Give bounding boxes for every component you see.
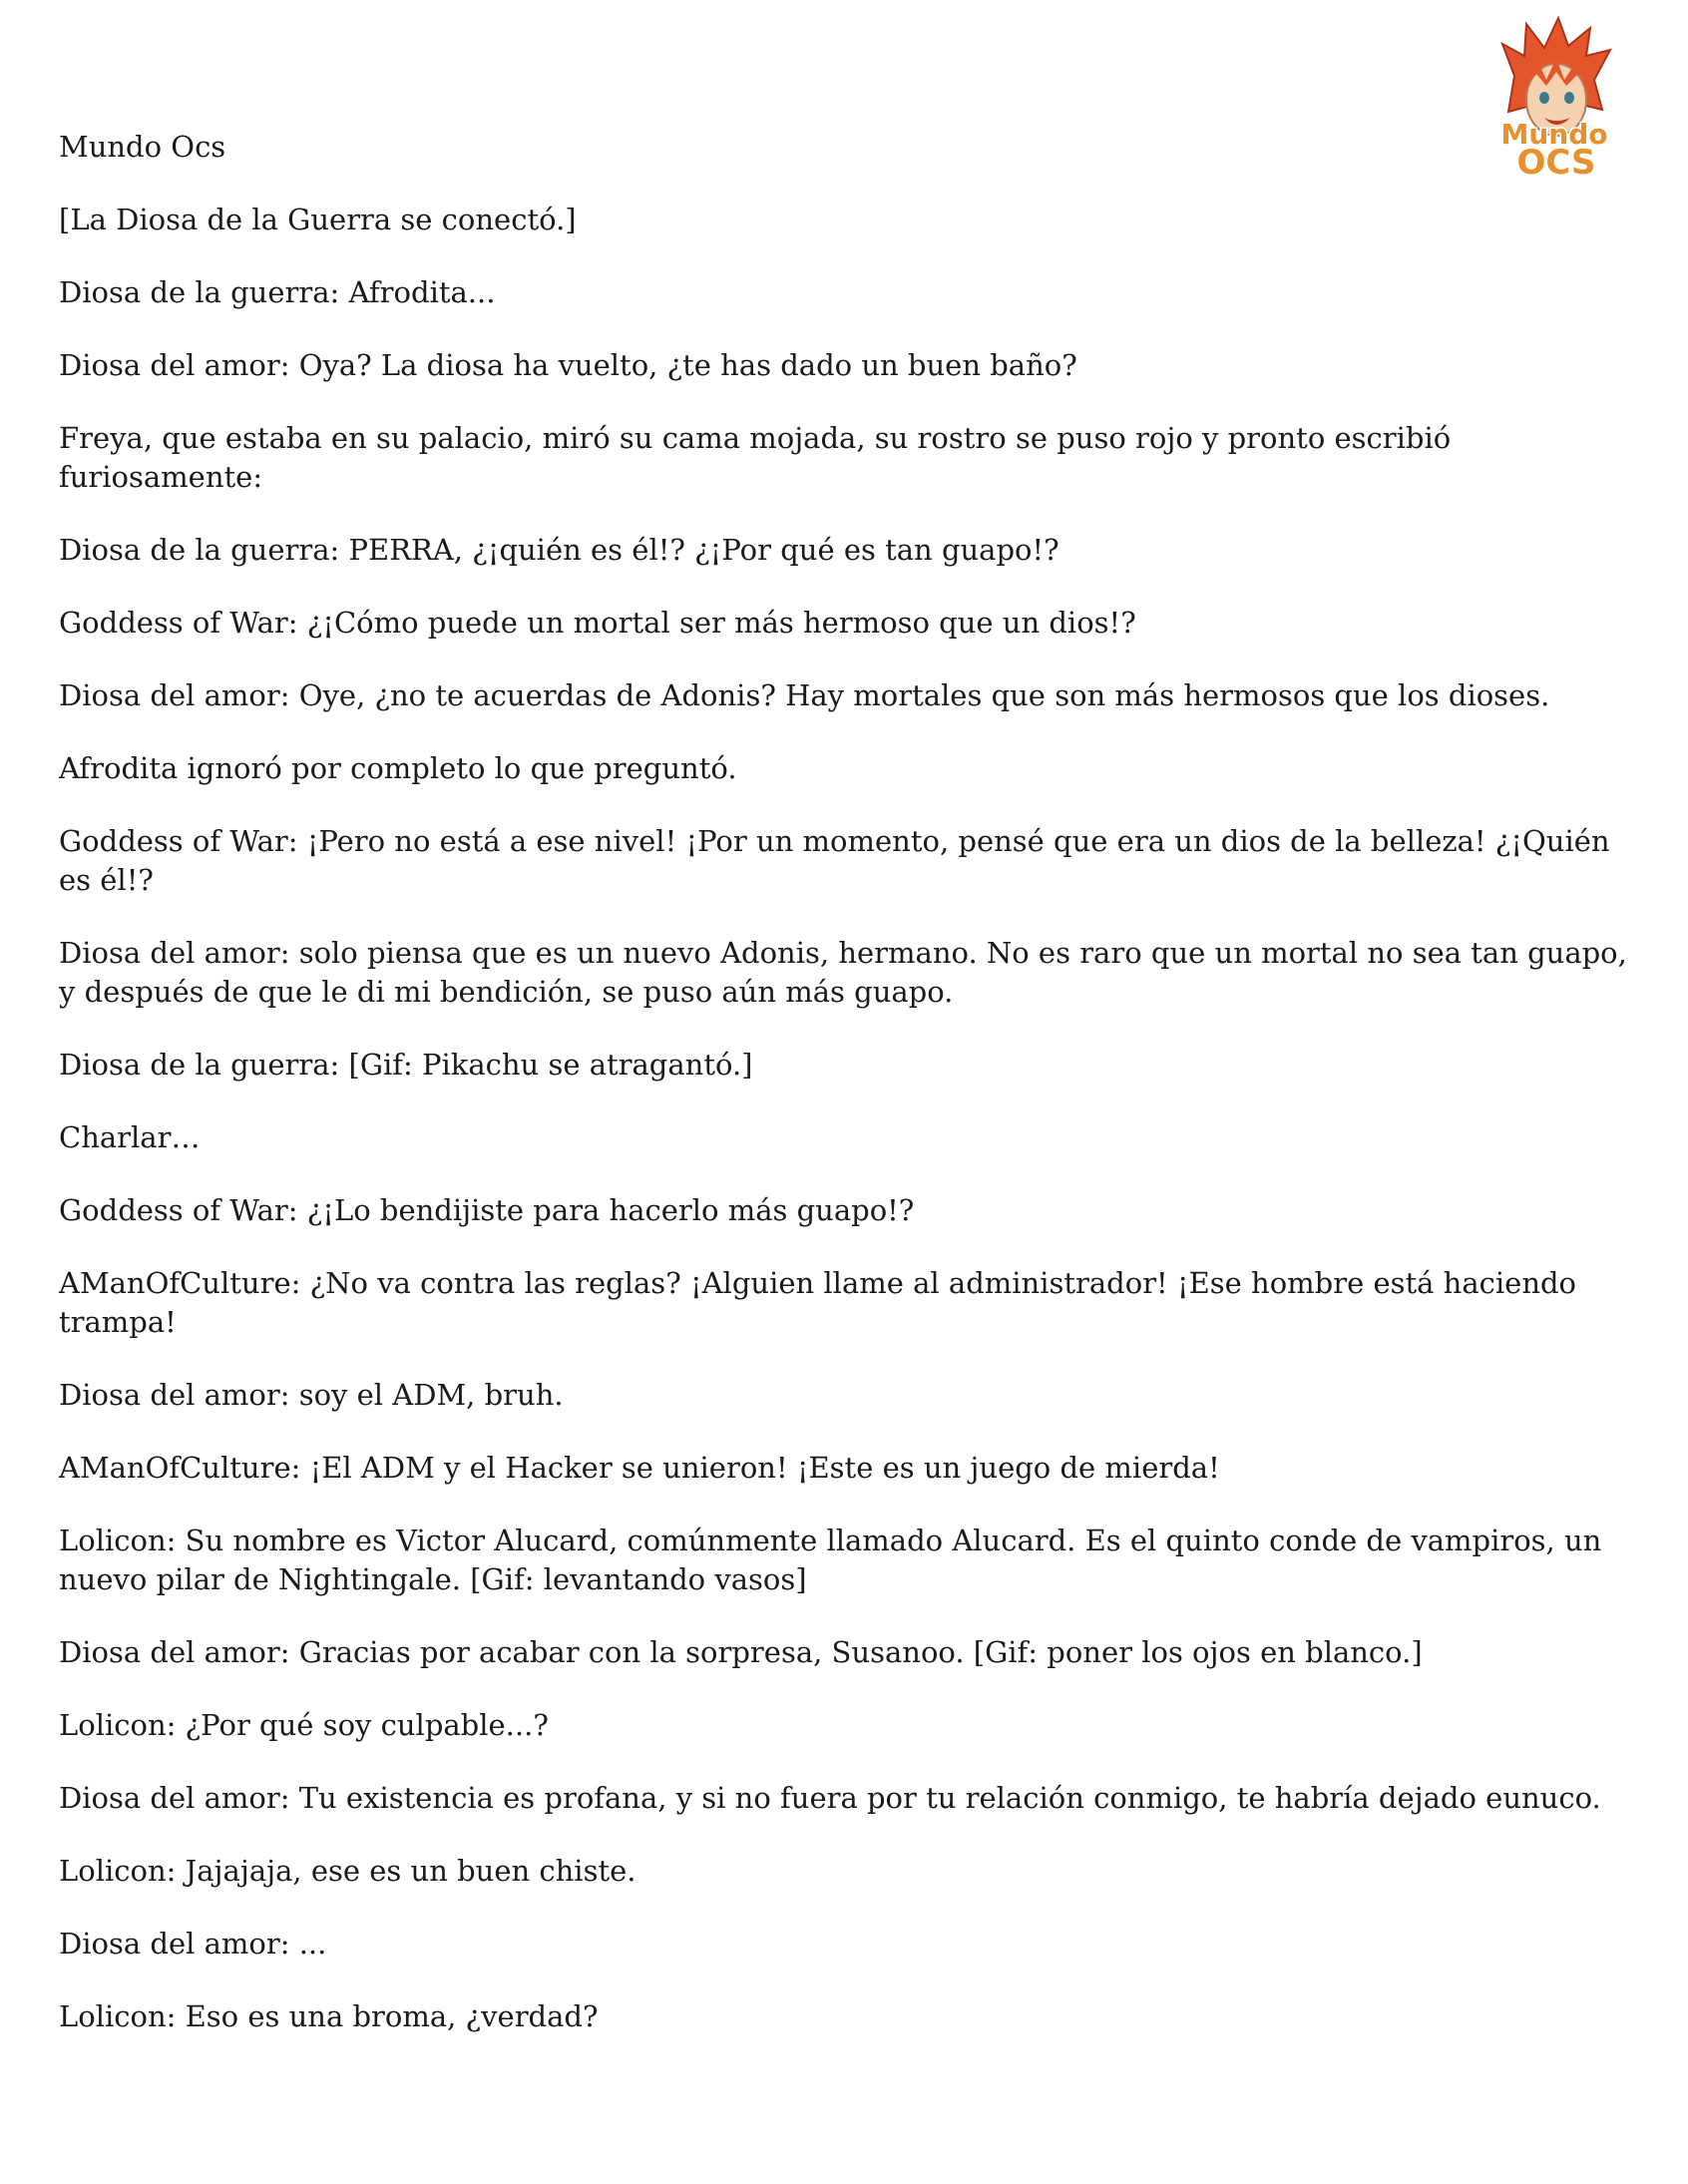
paragraph: Goddess of War: ¿¡Cómo puede un mortal ser más hermoso que un dios!? — [59, 606, 1136, 640]
paragraph: Diosa del amor: solo piensa que es un nuevo Adonis, hermano. No es raro que un mortal no sea tan guapo, y después de que le di mi bendición, se puso aún más guapo. — [59, 936, 1627, 1009]
document-body — [59, 128, 1635, 2070]
paragraph: Diosa del amor: Tu existencia es profana, y si no fuera por tu relación conmigo, te habría dejado eunuco. — [59, 1781, 1601, 1815]
paragraph: Diosa de la guerra: PERRA, ¿¡quién es él!? ¿¡Por qué es tan guapo!? — [59, 533, 1059, 567]
paragraph: Lolicon: Eso es una broma, ¿verdad? — [59, 1999, 599, 2033]
paragraph: Diosa del amor: Oya? La diosa ha vuelto, ¿te has dado un buen baño? — [59, 348, 1077, 382]
paragraph: Goddess of War: ¿¡Lo bendijiste para hacerlo más guapo!? — [59, 1193, 915, 1227]
paragraph: AManOfCulture: ¡El ADM y el Hacker se unieron! ¡Este es un juego de mierda! — [59, 1451, 1220, 1485]
paragraph: Mundo Ocs — [59, 130, 226, 164]
logo-line1: Mundo — [1500, 118, 1608, 151]
paragraph: Diosa del amor: Gracias por acabar con la sorpresa, Susanoo. [Gif: poner los ojos en blanco.] — [59, 1635, 1423, 1669]
paragraph: Diosa del amor: ... — [59, 1927, 327, 1961]
paragraph: Freya, que estaba en su palacio, miró su cama mojada, su rostro se puso rojo y pronto escribió furiosamente: — [59, 421, 1452, 494]
paragraph: Lolicon: Jajajaja, ese es un buen chiste. — [59, 1854, 636, 1888]
paragraph: AManOfCulture: ¿No va contra las reglas? ¡Alguien llame al administrador! ¡Ese hombre está haciendo trampa! — [59, 1266, 1577, 1339]
paragraph: Diosa del amor: Oye, ¿no te acuerdas de Adonis? Hay mortales que son más hermosos que los dioses. — [59, 678, 1550, 712]
paragraph: Lolicon: Su nombre es Victor Alucard, comúnmente llamado Alucard. Es el quinto conde de vampiros, un nuevo pilar de Nightingale. [Gif: levantando vasos] — [59, 1524, 1602, 1596]
paragraph: [La Diosa de la Guerra se conectó.] — [59, 203, 577, 236]
paragraph: Lolicon: ¿Por qué soy culpable...? — [59, 1708, 549, 1742]
paragraph: Goddess of War: ¡Pero no está a ese nivel! ¡Por un momento, pensé que era un dios de la belleza! ¿¡Quién es él!? — [59, 824, 1610, 897]
paragraph: Afrodita ignoró por completo lo que preguntó. — [59, 751, 737, 785]
paragraph: Diosa de la guerra: [Gif: Pikachu se atragantó.] — [59, 1048, 753, 1082]
logo-line2: OCS — [1516, 143, 1596, 183]
paragraph: Charlar… — [59, 1120, 201, 1154]
paragraph: Diosa del amor: soy el ADM, bruh. — [59, 1378, 564, 1412]
paragraph: Diosa de la guerra: Afrodita... — [59, 275, 496, 309]
